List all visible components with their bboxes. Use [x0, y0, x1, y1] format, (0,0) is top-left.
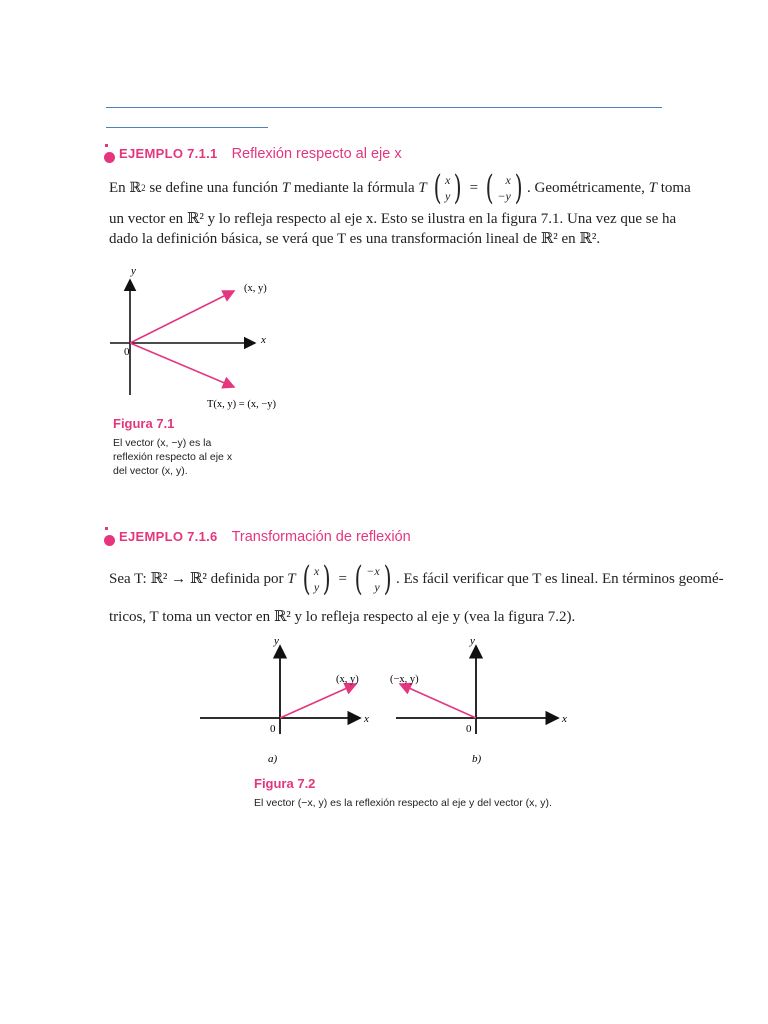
subfigure-label: b)	[472, 753, 482, 765]
example-1-line-3: dado la definición básica, se verá que T es una transformación lineal de ℝ² en ℝ².	[109, 231, 601, 247]
vector-xy	[130, 291, 234, 343]
matrix-output: ( −x y )	[354, 559, 392, 599]
x-axis-label: x	[562, 713, 567, 725]
origin-label: 0	[466, 723, 472, 735]
example-2-title: Transformación de reflexión	[231, 528, 411, 545]
reflection-label: T(x, y) = (x, −y)	[207, 399, 276, 410]
vector-label: (x, y)	[336, 674, 359, 685]
figure-7-1-caption: El vector (x, −y) es la reflexión respecto al eje x del vector (x, y).	[113, 437, 233, 477]
example-1-label: EJEMPLO 7.1.1	[119, 146, 218, 161]
origin-label: 0	[124, 346, 130, 358]
bullet-icon	[104, 152, 115, 163]
example-1-header	[104, 144, 402, 163]
vector-xy	[280, 684, 356, 718]
matrix-input: ( x y )	[302, 559, 331, 599]
figure-7-2b	[386, 632, 576, 772]
vector-label: (x, y)	[244, 283, 267, 294]
top-rule-short	[106, 127, 268, 128]
x-axis-label: x	[261, 334, 266, 346]
example-2-line-1: Sea T: ℝ² → ℝ² definida por T ( x y ) = ( −x y ) . Es fácil verificar que T es lineal. En términos geomé-	[109, 559, 724, 599]
x-axis-label: x	[364, 713, 369, 725]
figure-7-1	[110, 260, 310, 415]
subfigure-label: a)	[268, 753, 278, 765]
example-2-line-2: tricos, T toma un vector en ℝ² y lo refleja respecto al eje y (vea la figura 7.2).	[109, 609, 576, 625]
top-rule	[106, 107, 662, 108]
example-2-label: EJEMPLO 7.1.6	[119, 529, 218, 544]
figure-7-2a	[198, 632, 378, 772]
bullet-icon	[104, 535, 115, 546]
y-axis-label: y	[131, 265, 136, 277]
example-1-line-2: un vector en ℝ² y lo refleja respecto al eje x. Esto se ilustra en la figura 7.1. Una vez que se ha	[109, 211, 677, 227]
origin-label: 0	[270, 723, 276, 735]
vector-reflected	[130, 343, 234, 387]
example-1-title: Reflexión respecto al eje x	[231, 145, 402, 162]
example-2-header	[104, 527, 411, 546]
y-axis-label: y	[274, 635, 279, 647]
figure-7-2-title: Figura 7.2	[254, 776, 316, 791]
figure-7-2-caption: El vector (−x, y) es la reflexión respecto al eje y del vector (x, y).	[254, 797, 552, 809]
matrix-input: ( x y )	[433, 168, 462, 208]
matrix-output: ( x −y )	[485, 168, 523, 208]
vector-neg-x-y	[400, 684, 476, 718]
example-1-line-1: En ℝ 2 se define una función T mediante la fórmula T ( x y ) = ( x −y ) . Geométricamente, T toma	[109, 168, 691, 208]
y-axis-label: y	[470, 635, 475, 647]
vector-label: (−x, y)	[390, 674, 419, 685]
figure-7-1-title: Figura 7.1	[113, 416, 175, 431]
